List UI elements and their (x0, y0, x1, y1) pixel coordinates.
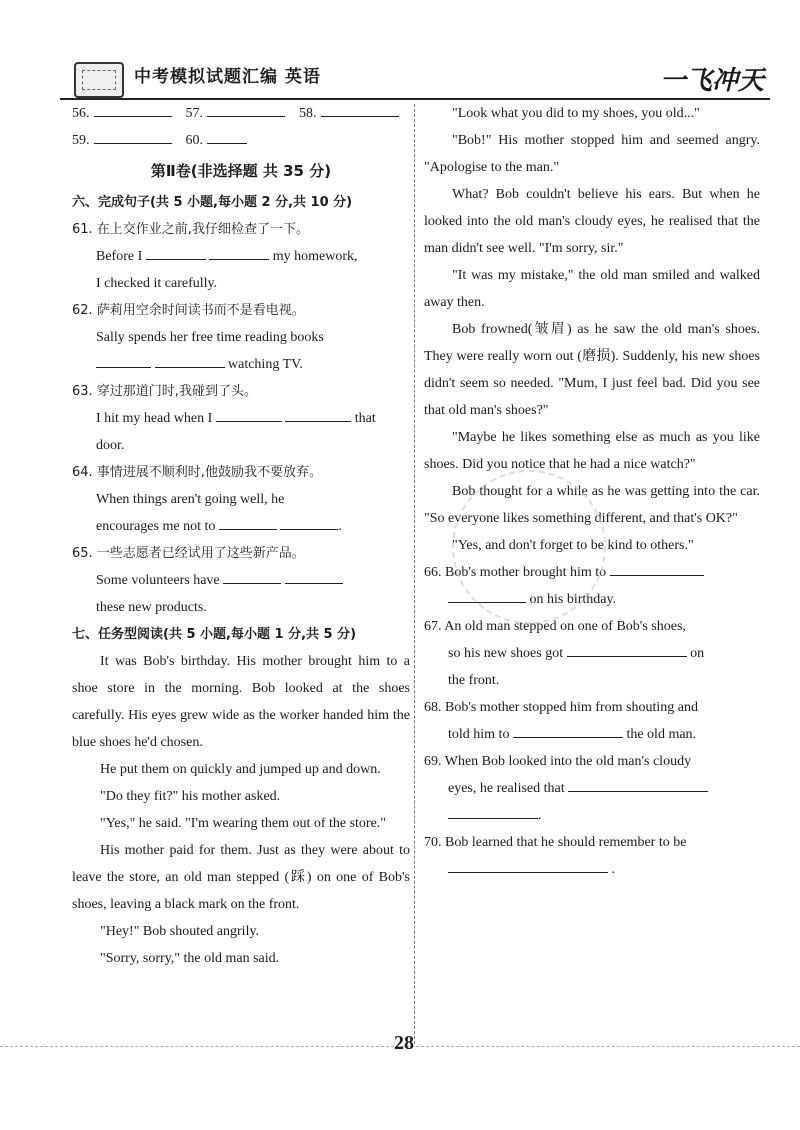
story-paragraph: "Bob!" His mother stopped him and seemed angry. "Apologise to the man." (424, 133, 760, 175)
story-paragraph: What? Bob couldn't believe his ears. But when he looked into the old man's cloudy eyes, he realised that the man didn't see well. "I'm sorry, sir." (424, 187, 760, 256)
story-paragraph: "Hey!" Bob shouted angrily. (100, 924, 260, 939)
question-66: 66. Bob's mother brought him to on his birthday. (424, 559, 760, 613)
question-63: 63. 穿过那道门时,我碰到了头。 I hit my head when I that door. (72, 384, 376, 453)
story-paragraph: "Do they fit?" his mother asked. (100, 789, 281, 804)
story-right (424, 100, 760, 559)
blank-64a[interactable] (219, 513, 277, 530)
part-2-title: 第Ⅱ卷(非选择题 共 35 分) (150, 162, 332, 180)
blank-69b[interactable] (448, 802, 538, 819)
story-paragraph: "Sorry, sorry," the old man said. (100, 951, 280, 966)
section-7-title: 七、任务型阅读(共 5 小题,每小题 1 分,共 5 分) (72, 627, 357, 642)
left-column (72, 100, 410, 972)
blank-61a[interactable] (146, 243, 206, 260)
answer-row-1: 56. 57. 58. (72, 100, 410, 127)
blank-70[interactable] (448, 856, 608, 873)
blank-69a[interactable] (568, 775, 708, 792)
page-header (60, 56, 770, 100)
answer-row-2: 59. 60. (72, 127, 410, 154)
story-paragraph: "Yes," he said. "I'm wearing them out of the store." (100, 816, 387, 831)
answer-blank-56[interactable] (94, 100, 172, 117)
column-divider (414, 104, 415, 1044)
story-left (72, 648, 410, 972)
story-paragraph: "It was my mistake," the old man smiled and walked away then. (424, 268, 760, 310)
story-paragraph: His mother paid for them. Just as they were about to leave the store, an old man stepped (踩) on one of Bob's shoes, leaving a black mark on the front. (72, 843, 410, 912)
story-paragraph: He put them on quickly and jumped up and down. (100, 762, 381, 777)
brand-logo: 一飞冲天 (659, 66, 764, 96)
question-70: 70. Bob learned that he should remember to be . (424, 835, 687, 877)
answer-blank-58[interactable] (321, 100, 399, 117)
blank-61b[interactable] (209, 243, 269, 260)
story-paragraph: Bob frowned(皱眉) as he saw the old man's shoes. They were really worn out (磨损). Suddenly, his new shoes didn't seem so needed. "Mum, I just feel bad. Did you see that old man's shoes?" (424, 322, 760, 418)
question-65: 65. 一些志愿者已经试用了这些新产品。 Some volunteers have these new products. (72, 540, 410, 621)
story-paragraph: "Yes, and don't forget to be kind to others." (452, 538, 694, 553)
question-68: 68. Bob's mother stopped him from shouting and told him to the old man. (424, 700, 698, 742)
blank-63b[interactable] (285, 405, 351, 422)
page-number: 28 (394, 1032, 414, 1054)
blank-65a[interactable] (223, 567, 281, 584)
answer-blank-59[interactable] (94, 127, 172, 144)
blank-62a[interactable] (96, 351, 151, 368)
blank-62b[interactable] (155, 351, 225, 368)
blank-63a[interactable] (216, 405, 282, 422)
blank-65b[interactable] (285, 567, 343, 584)
question-64: 64. 事情进展不顺利时,他鼓励我不要放弃。 When things aren't going well, he encourages me not to . (72, 465, 342, 534)
blank-67[interactable] (567, 640, 687, 657)
book-title: 中考模拟试题汇编 英语 (134, 67, 321, 87)
question-69: 69. When Bob looked into the old man's cloudy eyes, he realised that . (424, 748, 760, 829)
question-62: 62. 萨莉用空余时间读书而不是看电视。 Sally spends her free time reading books watching TV. (72, 303, 324, 372)
story-paragraph: Bob thought for a while as he was getting into the car. "So everyone likes something different, and that's OK?" (424, 484, 760, 526)
question-67: 67. An old man stepped on one of Bob's shoes, so his new shoes got on the front. (424, 619, 705, 688)
blank-64b[interactable] (280, 513, 338, 530)
answer-blank-57[interactable] (207, 100, 285, 117)
blank-68[interactable] (513, 721, 623, 738)
story-paragraph: It was Bob's birthday. His mother brought him to a shoe store in the morning. Bob looked at the shoes carefully. His eyes grew wide as the worker handed him the blue shoes he'd chosen. (72, 654, 410, 750)
answer-blank-60[interactable] (207, 127, 247, 144)
story-paragraph: "Maybe he likes something else as much as you like shoes. Did you notice that he had a nice watch?" (424, 430, 760, 472)
blank-66a[interactable] (610, 559, 704, 576)
question-61: 61. 在上交作业之前,我仔细检查了一下。 Before I my homework, I checked it carefully. (72, 222, 358, 291)
section-6-title: 六、完成句子(共 5 小题,每小题 2 分,共 10 分) (72, 195, 353, 210)
book-logo-icon (74, 62, 124, 98)
story-paragraph: "Look what you did to my shoes, you old..." (452, 106, 700, 121)
